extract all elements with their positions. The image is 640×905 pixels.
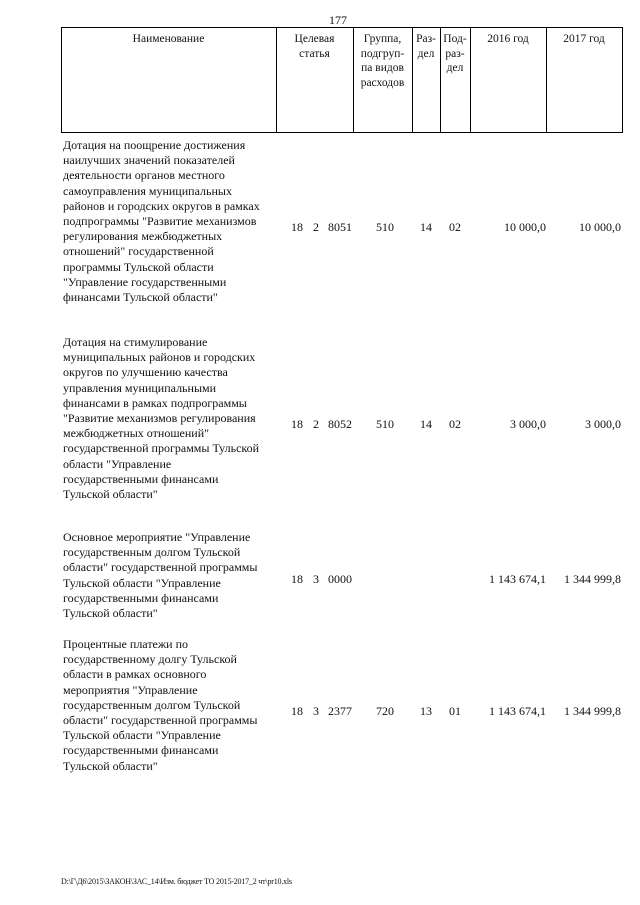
section-code: 14 [420,220,432,234]
code-program: 18 [291,704,303,718]
value-2016: 3 000,0 [510,417,546,431]
value-2017: 1 344 999,8 [564,704,621,718]
row-name: Дотация на поощрение достижения наилучших значений показателей деятельности органов местного самоуправления муниципальных районов и городских округов в рамках подпрограммы "Развитие механизмов регулирования межбюджетных отношений" государственной программы Тульской области "Управление государственными финансами Тульской области" [63,138,260,305]
subsection-code: 02 [449,220,461,234]
code-direction: 8052 [328,417,352,431]
table-header [61,27,623,133]
code-direction: 2377 [328,704,352,718]
code-program: 18 [291,220,303,234]
value-2017: 1 344 999,8 [564,572,621,586]
code-program: 18 [291,417,303,431]
subsection-code: 02 [449,417,461,431]
header-subsection: Под- раз- дел [443,33,467,74]
row-name: Основное мероприятие "Управление государственным долгом Тульской области" государственной программы Тульской области "Управление государственными финансами Тульской области" [63,530,258,621]
code-direction: 8051 [328,220,352,234]
file-path-footer: D:\Г\Д6\2015\ЗАКОН\ЗАС_14\Изм. бюджет ТО 2015-2017_2 чт\pr10.xls [61,877,292,886]
group-code: 720 [376,704,394,718]
header-group: Группа, подгруп- па видов расходов [360,33,405,89]
subsection-code: 01 [449,704,461,718]
code-subprogram: 3 [313,704,319,718]
code-subprogram: 2 [313,220,319,234]
code-subprogram: 2 [313,417,319,431]
value-2017: 3 000,0 [585,417,621,431]
header-name: Наименование [132,33,205,45]
value-2016: 10 000,0 [504,220,546,234]
row-name: Дотация на стимулирование муниципальных районов и городских округов по улучшению качества управления муниципальными финансами в рамках подпрограммы "Развитие механизмов регулирования межбюджетных отношений" государственной программы Тульской области "Управление государственными финансами Тульской области" [63,335,260,502]
row-name: Процентные платежи по государственному долгу Тульской области в рамках основного мероприятия "Управление государственным долгом Тульской области" государственной программы Тульской области "Управление государственными финансами Тульской области" [63,637,258,773]
code-direction: 0000 [328,572,352,586]
header-year-2016: 2016 год [487,33,529,45]
code-program: 18 [291,572,303,586]
value-2017: 10 000,0 [579,220,621,234]
section-code: 14 [420,417,432,431]
column-divider [622,28,623,132]
group-code: 510 [376,220,394,234]
value-2016: 1 143 674,1 [489,704,546,718]
code-subprogram: 3 [313,572,319,586]
section-code: 13 [420,704,432,718]
header-section: Раз- дел [416,33,436,60]
header-target-article: Целевая статья [294,33,335,60]
page-number: 177 [329,13,347,27]
group-code: 510 [376,417,394,431]
value-2016: 1 143 674,1 [489,572,546,586]
header-year-2017: 2017 год [563,33,605,45]
